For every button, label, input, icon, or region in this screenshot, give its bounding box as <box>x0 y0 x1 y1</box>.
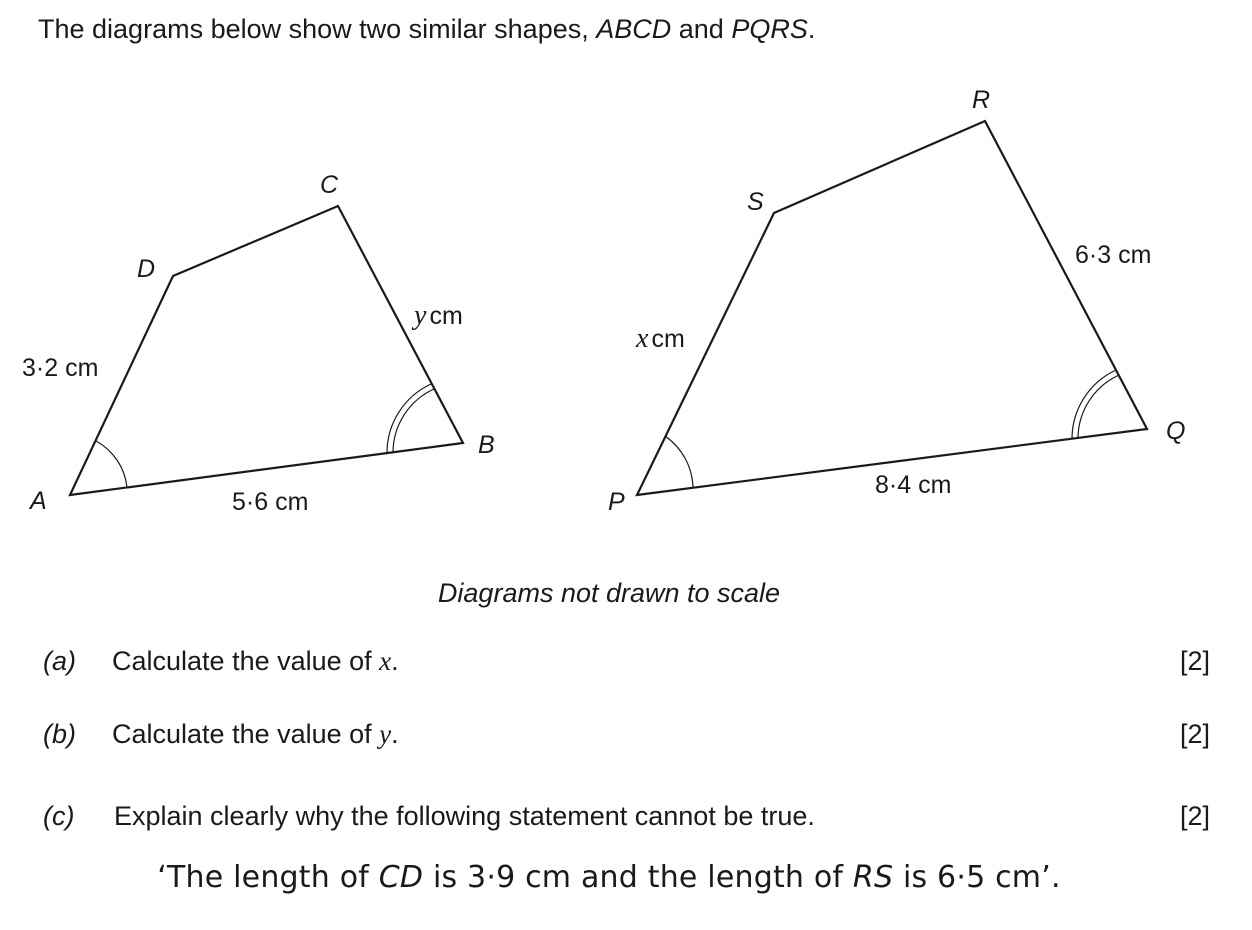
question-a-text <box>112 646 399 677</box>
question-c-label: (c) <box>43 801 75 831</box>
question-c-text: Explain clearly why the following statement cannot be true. <box>114 801 815 831</box>
side-bc-unit: cm <box>429 302 463 330</box>
scale-note: Diagrams not drawn to scale <box>437 578 781 608</box>
question-b-prompt: Calculate the value of <box>112 719 380 749</box>
question-a-marks: [2] <box>1180 646 1211 676</box>
vertex-c-label: C <box>320 171 339 199</box>
vertex-s-label: S <box>747 188 764 216</box>
side-ad-length: 3·2 cm <box>22 354 99 382</box>
question-b-marks: [2] <box>1180 719 1211 749</box>
vertex-a-label: A <box>30 487 47 515</box>
quote-part-2: is 3·9 cm and the length of <box>423 860 853 895</box>
question-a-variable: x <box>379 646 392 676</box>
intro-suffix: . <box>807 14 816 44</box>
side-ps-length <box>635 323 685 354</box>
side-ab-length: 5·6 cm <box>232 488 309 516</box>
shape-abcd <box>70 206 463 495</box>
side-bc-variable: y <box>414 300 427 331</box>
angle-arc-b-inner <box>393 389 434 452</box>
shape-pqrs <box>637 121 1147 495</box>
side-ps-unit: cm <box>651 325 685 353</box>
quote-part-3: is 6·5 cm’. <box>893 860 1061 895</box>
quote-cd: CD <box>378 860 424 895</box>
angle-arc-q-inner <box>1078 375 1119 438</box>
quadrilateral-pqrs <box>637 121 1147 495</box>
quote-part-1: ‘The length of <box>157 860 379 895</box>
question-b-variable: y <box>379 719 392 749</box>
vertex-q-label: Q <box>1166 417 1186 445</box>
shape-pqrs-name: PQRS <box>731 14 808 44</box>
question-a-end: . <box>391 646 399 676</box>
vertex-p-label: P <box>608 488 625 516</box>
side-pq-length: 8·4 cm <box>875 471 952 499</box>
quadrilateral-abcd <box>70 206 463 495</box>
intro-prefix: The diagrams below show two similar shapes, <box>38 14 597 44</box>
side-qr-length: 6·3 cm <box>1075 241 1152 269</box>
shape-abcd-name: ABCD <box>596 14 672 44</box>
angle-arc-p <box>665 436 693 488</box>
question-a-prompt: Calculate the value of <box>112 646 380 676</box>
side-ps-variable: x <box>636 323 649 354</box>
question-b-label: (b) <box>43 719 76 749</box>
vertex-d-label: D <box>137 255 156 283</box>
side-bc-length <box>411 300 463 331</box>
quoted-statement <box>0 860 1218 895</box>
question-a-label: (a) <box>43 646 76 676</box>
intro-middle: and <box>671 14 732 44</box>
vertex-b-label: B <box>478 431 495 459</box>
question-b-text <box>112 719 399 750</box>
angle-arc-a <box>96 441 127 488</box>
question-c-marks: [2] <box>1180 801 1211 831</box>
vertex-r-label: R <box>972 86 991 114</box>
quote-rs: RS <box>852 860 894 895</box>
question-b-end: . <box>391 719 399 749</box>
